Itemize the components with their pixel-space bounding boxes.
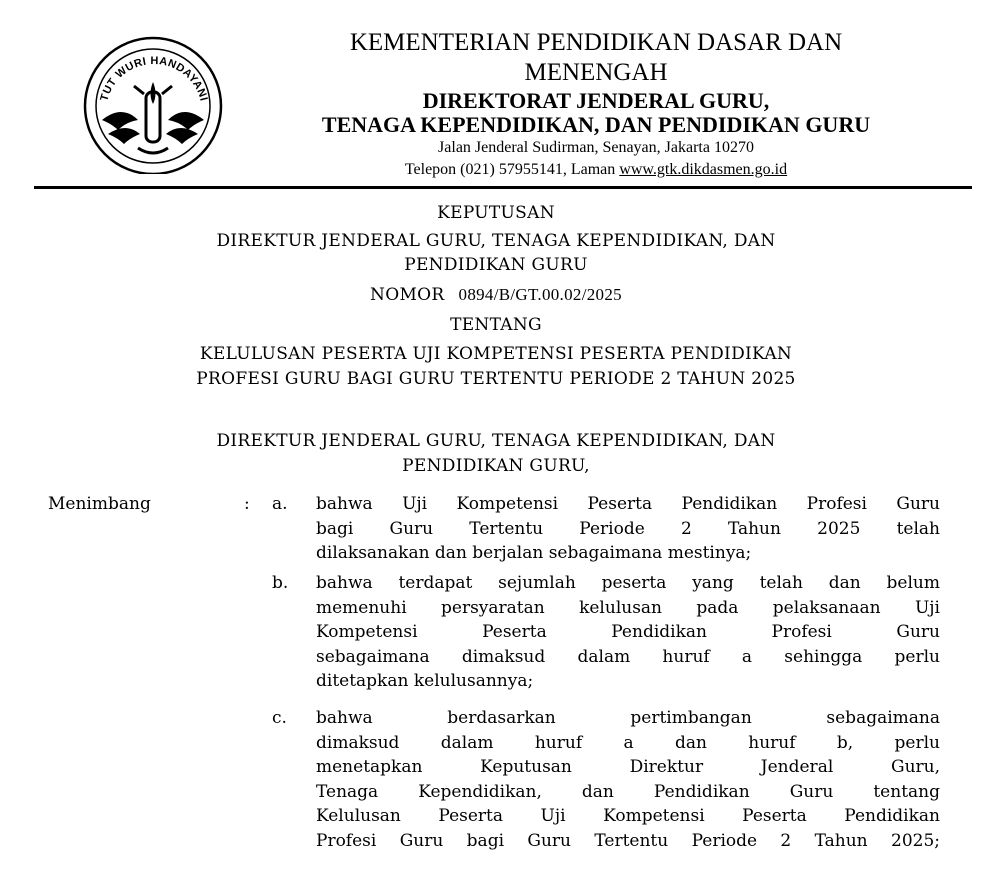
ministry-name-line1: KEMENTERIAN PENDIDIKAN DASAR DAN [349, 29, 843, 56]
decree-heading-line1: DIREKTUR JENDERAL GURU, TENAGA KEPENDIDIKAN, DAN [216, 431, 776, 451]
ministry-name-line2: MENENGAH [524, 59, 668, 86]
decree-about-label: TENTANG [450, 315, 542, 335]
consideration-line: menetapkan Keputusan Direktur Jenderal Guru, [316, 757, 940, 777]
consideration-item-a [316, 492, 940, 566]
website-link[interactable]: www.gtk.dikdasmen.go.id [619, 161, 788, 178]
decree-number-label: NOMOR [370, 285, 445, 305]
consideration-item-b [316, 571, 940, 694]
directorate-name-line2: TENAGA KEPENDIDIKAN, DAN PENDIDIKAN GURU [321, 112, 871, 137]
consideration-line: dilaksanakan dan berjalan sebagaimana mestinya; [316, 543, 752, 563]
consideration-line: bagi Guru Tertentu Periode 2 Tahun 2025 telah [316, 518, 940, 539]
consideration-line: Tenaga Kependidikan, dan Pendidikan Guru tentang [316, 781, 940, 802]
consideration-line: sebagaimana dimaksud dalam huruf a sehingga perlu [316, 646, 940, 667]
office-address: Jalan Jenderal Sudirman, Senayan, Jakarta 10270 [438, 139, 754, 156]
decree-subject-line1: KELULUSAN PESERTA UJI KOMPETENSI PESERTA PENDIDIKAN [199, 344, 793, 364]
consideration-line: bahwa berdasarkan pertimbangan sebagaimana [316, 708, 940, 728]
decree-number-row [0, 284, 992, 306]
consideration-line: ditetapkan kelulusannya; [316, 671, 534, 691]
decree-issuer-line1: DIREKTUR JENDERAL GURU, TENAGA KEPENDIDIKAN, DAN [216, 231, 776, 251]
consideration-line: bahwa Uji Kompetensi Peserta Pendidikan Profesi Guru [316, 494, 940, 514]
consideration-marker-c: c. [272, 708, 287, 728]
consideration-item-c [316, 706, 940, 853]
decree-number: 0894/B/GT.00.02/2025 [458, 285, 622, 304]
consideration-line: memenuhi persyaratan kelulusan pada pelaksanaan Uji [316, 597, 940, 618]
consideration-line: Kelulusan Peserta Uji Kompetensi Peserta Pendidikan [316, 806, 940, 826]
decree-heading-line2: PENDIDIKAN GURU, [402, 456, 590, 476]
directorate-name-line1: DIREKTORAT JENDERAL GURU, [422, 88, 770, 113]
letterhead [0, 0, 992, 190]
menimbang-colon: : [244, 494, 250, 514]
decree-issuer-line2: PENDIDIKAN GURU [404, 255, 588, 275]
logo-motto: TUT WURI HANDAYANI [98, 54, 210, 103]
decree-type: KEPUTUSAN [437, 203, 555, 223]
phone-text: Telepon (021) 57955141, Laman [404, 161, 620, 178]
decree-subject-line2: PROFESI GURU BAGI GURU TERTENTU PERIODE 2 TAHUN 2025 [196, 369, 796, 389]
menimbang-label: Menimbang [48, 494, 151, 514]
consideration-line: bahwa terdapat sejumlah peserta yang telah dan belum [316, 573, 940, 593]
tut-wuri-handayani-logo [78, 34, 228, 174]
letterhead-divider [34, 186, 972, 189]
consideration-line: Kompetensi Peserta Pendidikan Profesi Guru [316, 622, 940, 642]
office-contact [240, 160, 952, 180]
consideration-line: Profesi Guru bagi Guru Tertentu Periode 2 Tahun 2025; [316, 830, 940, 851]
consideration-line: dimaksud dalam huruf a dan huruf b, perlu [316, 732, 940, 753]
consideration-marker-a: a. [272, 494, 288, 514]
consideration-marker-b: b. [272, 573, 289, 593]
